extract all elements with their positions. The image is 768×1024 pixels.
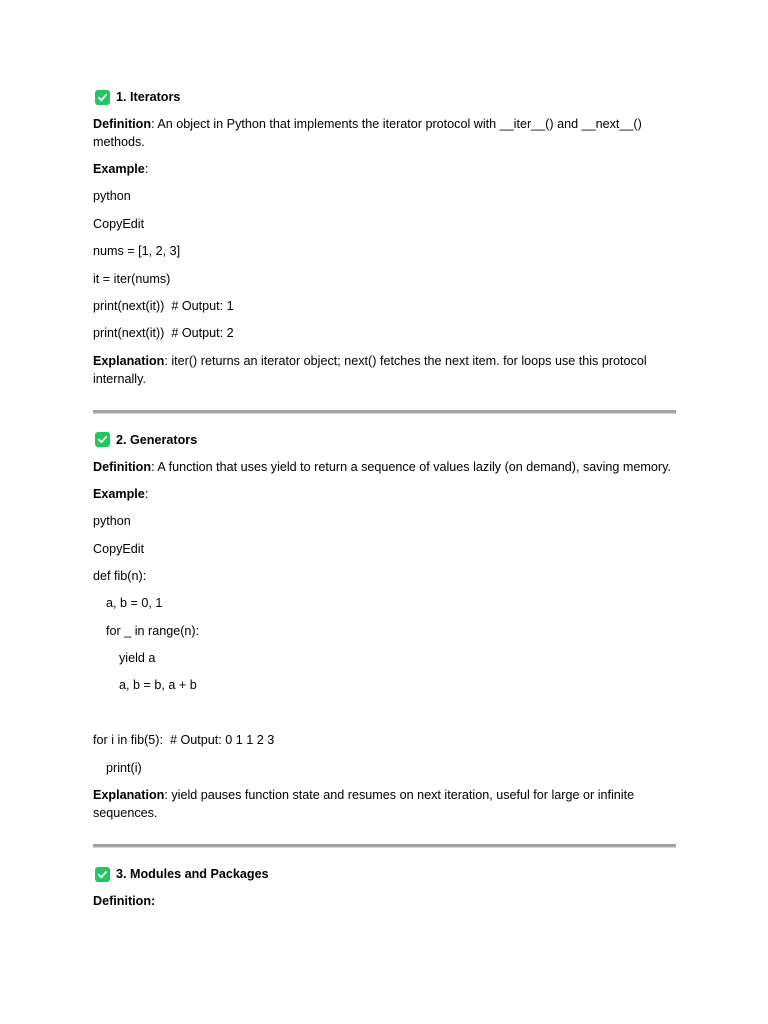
horizontal-divider: [93, 410, 676, 414]
definition-label: Definition: [93, 117, 152, 131]
section-iterators: [93, 88, 676, 388]
section-title: 1. Iterators: [116, 90, 181, 104]
copy-edit-link[interactable]: CopyEdit: [93, 216, 145, 231]
definition-text: : An object in Python that implements the iterator protocol with __iter__() and __next__() methods.: [93, 117, 642, 149]
document-page: [93, 88, 676, 919]
definition-label: Definition: [93, 459, 152, 474]
example-colon: :: [144, 162, 149, 176]
section-title: 3. Modules and Packages: [116, 867, 269, 882]
section-heading: [93, 431, 676, 449]
code-language: python: [93, 514, 131, 529]
section-modules-and-packages: [93, 865, 676, 910]
definition-text: : A function that uses yield to return a sequence of values lazily (on demand), saving memory.: [151, 459, 671, 474]
horizontal-divider: [93, 844, 676, 848]
code-line: yield a: [119, 651, 156, 666]
explanation: [93, 786, 676, 822]
definition: [93, 892, 676, 910]
code-line: print(next(it)) # Output: 1: [93, 298, 234, 313]
code-line: a, b = 0, 1: [106, 596, 163, 611]
code-language: python: [93, 189, 131, 204]
explanation-label: Explanation: [93, 788, 165, 803]
blank-line: [93, 704, 676, 722]
code-line: for i in fib(5): # Output: 0 1 1 2 3: [93, 733, 275, 748]
example-colon: :: [144, 486, 149, 501]
section-generators: [93, 431, 676, 822]
code-line: a, b = b, a + b: [119, 678, 197, 693]
section-title: 2. Generators: [116, 432, 198, 447]
explanation-label: Explanation: [93, 353, 165, 368]
explanation-text: : iter() returns an iterator object; next() fetches the next item. for loops use this protocol internally.: [93, 353, 647, 386]
section-heading: [93, 88, 676, 106]
definition: [93, 458, 676, 476]
code-line: def fib(n):: [93, 568, 147, 583]
definition: [93, 115, 676, 151]
check-mark-icon: [95, 432, 110, 447]
section-heading: [93, 865, 676, 883]
definition-label: Definition:: [93, 894, 156, 909]
code-line: for _ in range(n):: [106, 623, 200, 638]
example-heading: [93, 160, 676, 178]
check-mark-icon: [95, 90, 110, 105]
example-heading: [93, 485, 676, 503]
example-label: Example: [93, 486, 145, 501]
code-line: nums = [1, 2, 3]: [93, 244, 181, 259]
copy-edit-link[interactable]: CopyEdit: [93, 541, 145, 556]
code-line: it = iter(nums): [93, 271, 171, 286]
example-label: Example: [93, 162, 145, 176]
code-line: print(i): [106, 760, 142, 775]
code-line: print(next(it)) # Output: 2: [93, 326, 234, 341]
explanation: [93, 352, 676, 388]
explanation-text: : yield pauses function state and resumes on next iteration, useful for large or infinite sequences.: [93, 788, 635, 821]
check-mark-icon: [95, 867, 110, 882]
